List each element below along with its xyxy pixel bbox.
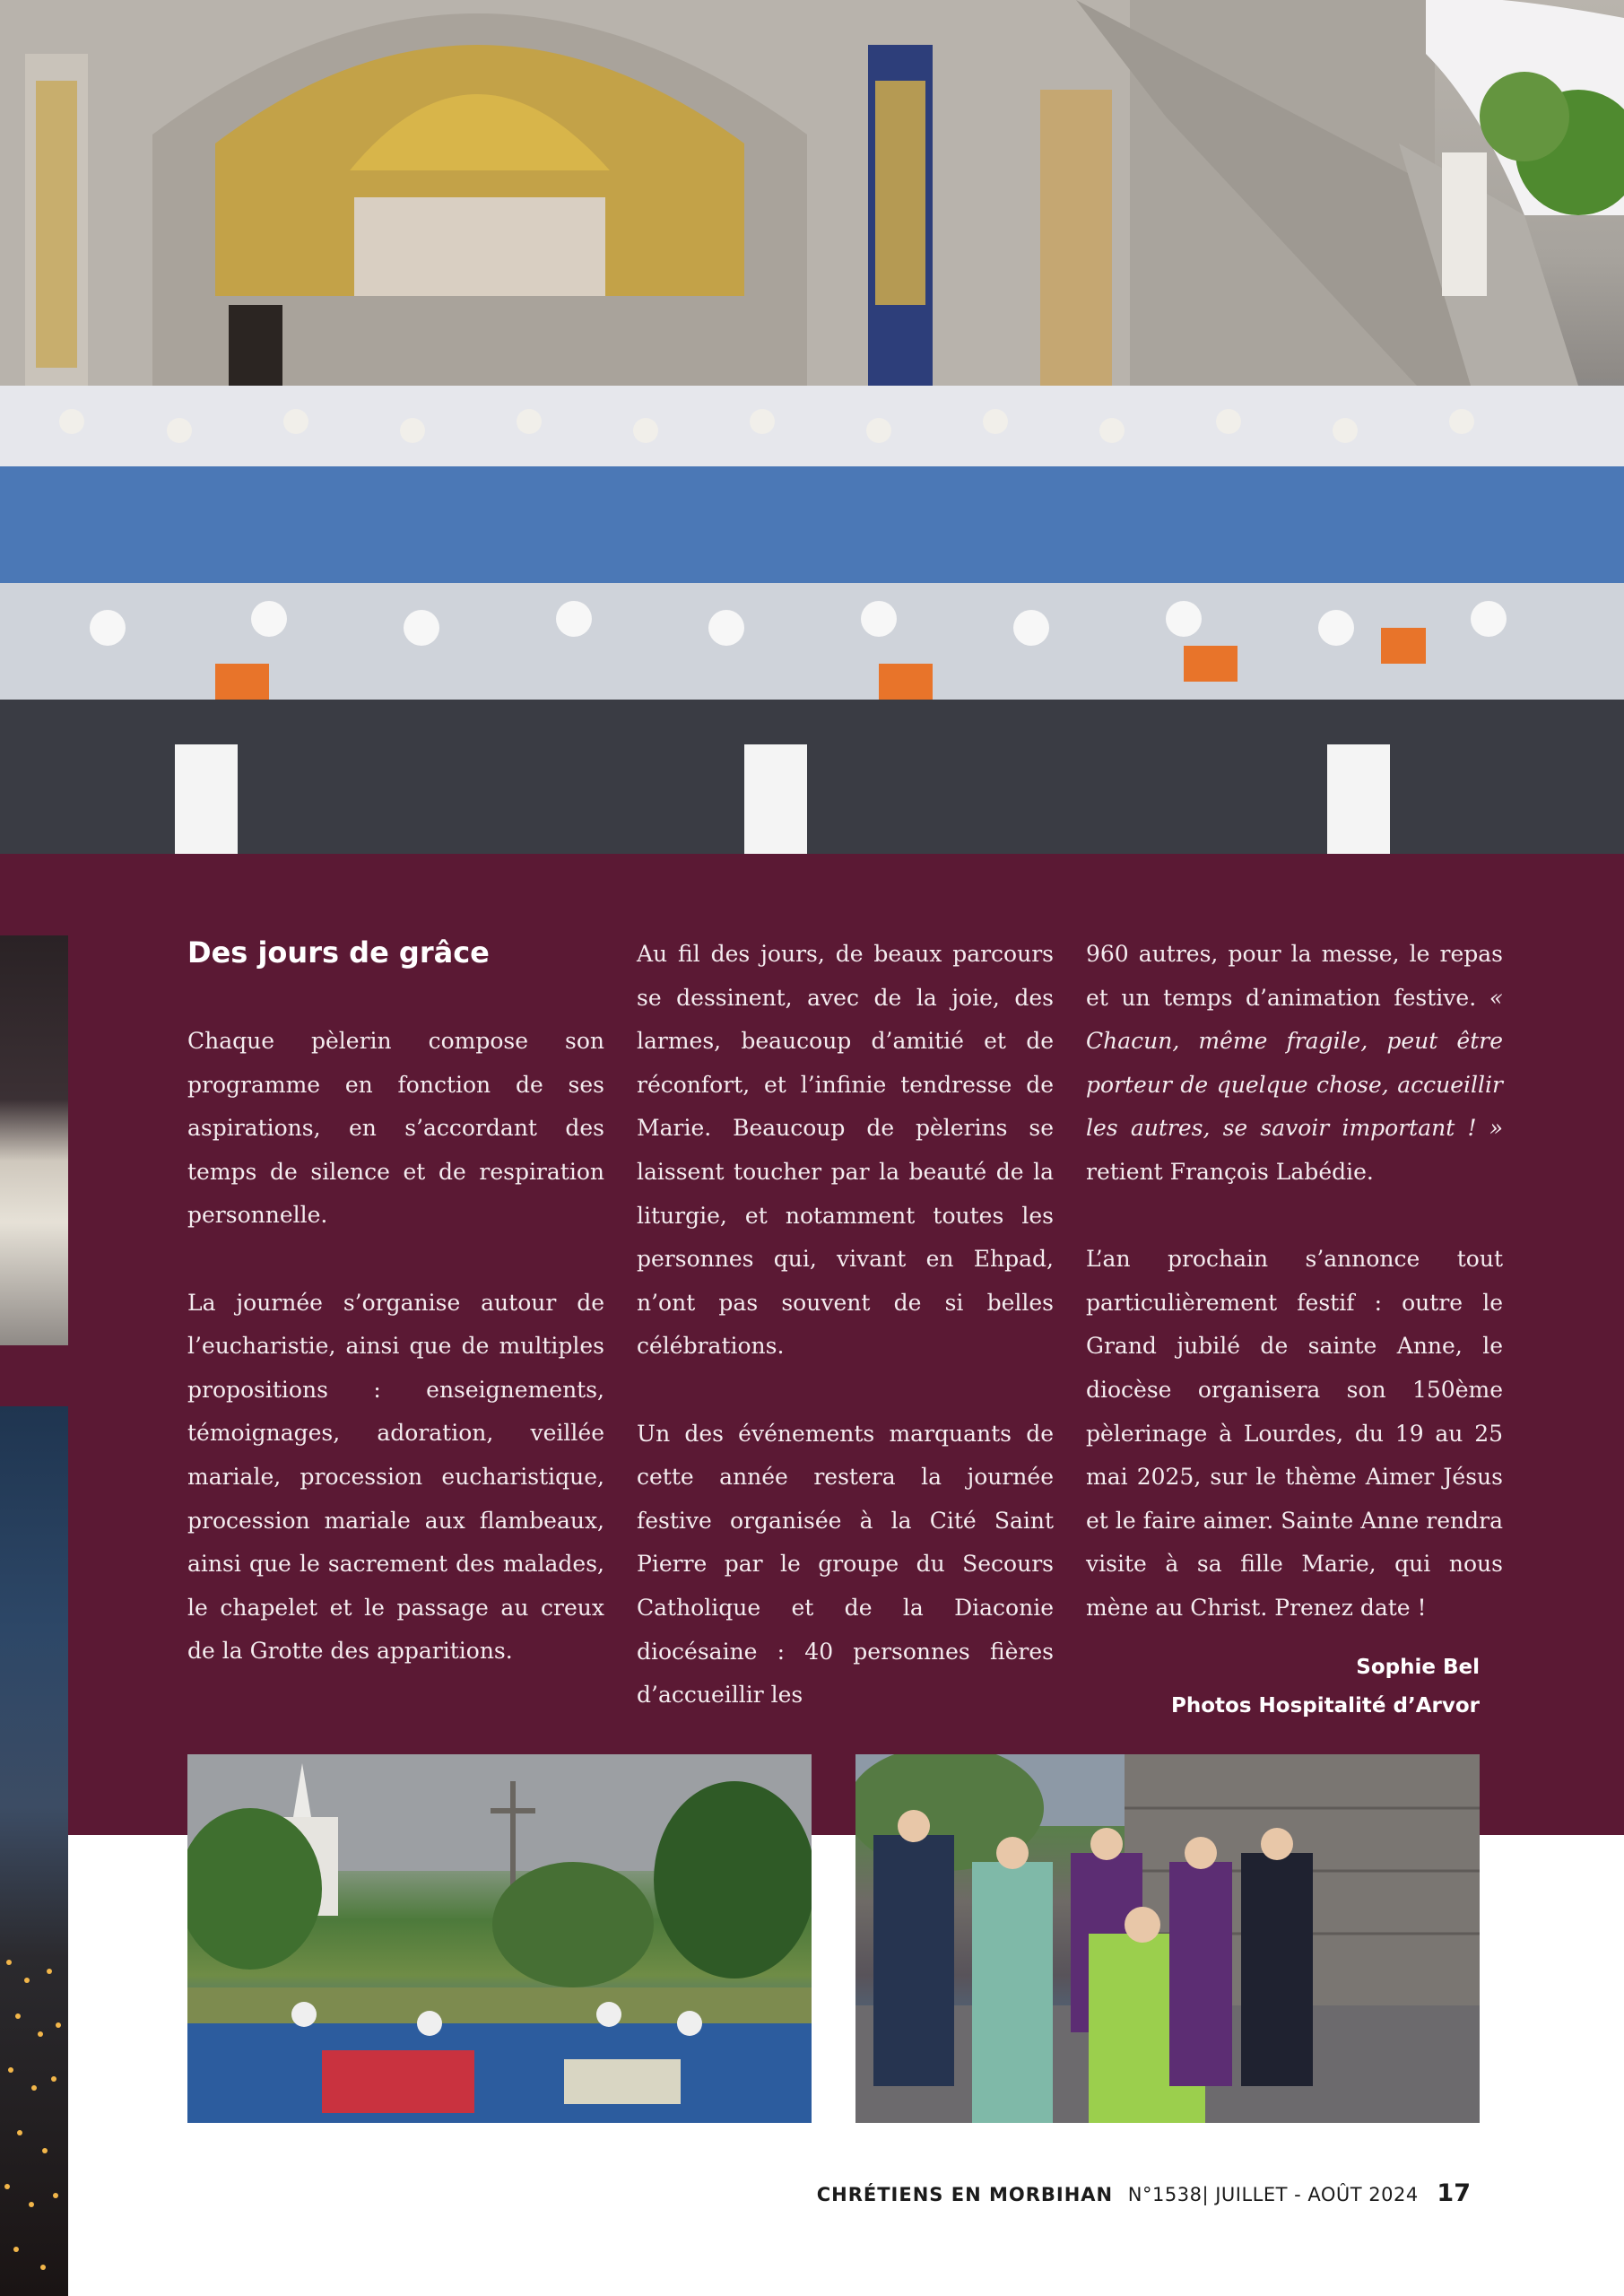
magazine-name: CHRÉTIENS EN MORBIHAN [816,2184,1114,2205]
photo-volunteers-with-pilgrim [855,1754,1480,2123]
candle-lights-illustration [0,1406,68,2296]
side-photo-torchlight-procession [0,1406,68,2296]
hero-photo-illustration [0,0,1624,854]
photo-volunteers-illustration [855,1754,1480,2123]
paragraph: Au fil des jours, de beaux parcours se dessinent, avec de la joie, des larmes, beaucoup d’amitié et de réconfort, et l’infinie tendresse de Marie. Beaucoup de pèlerins se laissent toucher par la beauté de la liturgie, et notamment toutes les personnes qui, vivant en Ehpad, n’ont pas souvent de si belles célébrations. [637,941,1054,1360]
article-heading: Des jours de grâce [187,935,490,970]
paragraph-text: 960 autres, pour la messe, le repas et un temps d’animation festive. [1086,941,1503,1011]
paragraph: La journée s’organise autour de l’eucharistie, ainsi que de multiples propositions : enseignements, témoignages, adoration, veillée mariale, procession eucharistique, procession mariale aux flambeaux, ainsi que le sacrement des malades, le chapelet et le passage au creux de la Grotte des apparitions. [187,1289,604,1665]
text-column-3 [1086,933,1503,1631]
side-photo-priests [0,935,68,1345]
text-column-2 [637,933,1054,1718]
photo-sanctuary-esplanade [187,1754,812,2123]
issue-info: N°1538| JUILLET - AOÛT 2024 [1127,2184,1419,2205]
credits [1086,1648,1480,1726]
quote: « Chacun, même fragile, peut être porteur de quelque chose, accueillir les autres, se savoir important ! » [1086,984,1503,1142]
photo-credit: Photos Hospitalité d’Arvor [1171,1694,1480,1718]
paragraph [1086,933,1503,1195]
text-column-1 [187,1020,604,1674]
paragraph: Un des événements marquants de cette année restera la journée festive organisée à la Cité Saint Pierre par le groupe du Secours Catholique et de la Diaconie diocésaine : 40 personnes fières d’accueillir les [637,1420,1054,1709]
paragraph: Chaque pèlerin compose son programme en fonction de ses aspirations, en s’accordant des temps de silence et de respiration personnelle. [187,1028,604,1229]
paragraph: L’an prochain s’annonce tout particulièrement festif : outre le Grand jubilé de sainte Anne, le diocèse organisera son 150ème pèlerinage à Lourdes, du 19 au 25 mai 2025, sur le thème Aimer Jésus et le faire aimer. Sainte Anne rendra visite à sa fille Marie, qui nous mène au Christ. Prenez date ! [1086,1246,1503,1621]
author-name: Sophie Bel [1356,1656,1480,1679]
paragraph-text: retient François Labédie. [1086,1158,1374,1185]
photo-esplanade-illustration [187,1754,812,2123]
page-footer [817,2179,1471,2207]
hero-photo-pilgrim-group [0,0,1624,854]
page-number: 17 [1437,2179,1471,2207]
